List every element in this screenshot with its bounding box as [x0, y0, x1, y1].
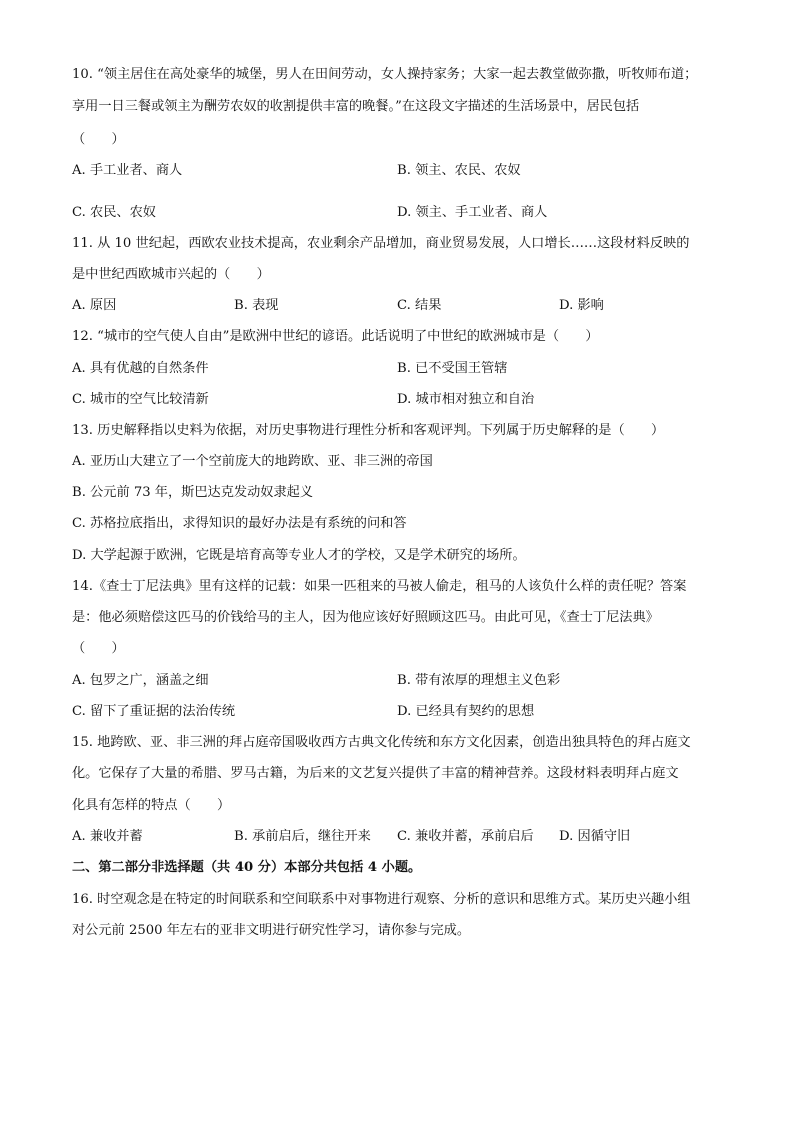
question-16-line-1: 16. 时空观念是在特定的时间联系和空间联系中对事物进行观察、分析的意识和思维方式。某历史兴趣小组 [72, 892, 691, 907]
q12-option-b: B. 已不受国王管辖 [397, 361, 508, 376]
question-14-line-3: （ ） [72, 641, 125, 656]
q12-option-c: C. 城市的空气比较清新 [72, 392, 209, 407]
q13-option-b: B. 公元前 73 年，斯巴达克发动奴隶起义 [72, 485, 314, 500]
q11-option-b: B. 表现 [234, 298, 279, 313]
question-10-line-2: 享用一日三餐或领主为酬劳农奴的收割提供丰富的晚餐。”在这段文字描述的生活场景中，居民包括 [72, 99, 640, 114]
q10-option-b: B. 领主、农民、农奴 [397, 163, 521, 178]
q14-option-b: B. 带有浓厚的理想主义色彩 [397, 673, 561, 688]
q14-option-c: C. 留下了重证据的法治传统 [72, 704, 236, 719]
question-14-line-2: 是：他必须赔偿这匹马的价钱给马的主人，因为他应该好好照顾这匹马。由此可见，《查士丁尼法典》 [72, 610, 659, 625]
q15-option-a: A. 兼收并蓄 [72, 829, 143, 844]
question-10-line-3: （ ） [72, 132, 125, 147]
q15-option-b: B. 承前启后，继往开来 [234, 829, 371, 844]
question-15-line-3: 化具有怎样的特点（ ） [72, 798, 231, 813]
question-11-line-2: 是中世纪西欧城市兴起的（ ） [72, 267, 270, 282]
q11-option-d: D. 影响 [559, 298, 604, 313]
question-14-line-1: 14.《查士丁尼法典》里有这样的记载：如果一匹租来的马被人偷走，租马的人该负什么样的责任呢？答案 [72, 579, 687, 594]
q13-option-a: A. 亚历山大建立了一个空前庞大的地跨欧、亚、非三洲的帝国 [72, 454, 433, 469]
q12-option-a: A. 具有优越的自然条件 [72, 361, 209, 376]
q15-option-d: D. 因循守旧 [559, 829, 631, 844]
q15-option-c: C. 兼收并蓄，承前启后 [397, 829, 534, 844]
q11-option-c: C. 结果 [397, 298, 442, 313]
q14-option-d: D. 已经具有契约的思想 [397, 704, 535, 719]
q10-option-d: D. 领主、手工业者、商人 [397, 205, 548, 220]
question-11-line-1: 11. 从 10 世纪起，西欧农业技术提高，农业剩余产品增加，商业贸易发展，人口增长……这段材料反映的 [72, 236, 690, 251]
q11-option-a: A. 原因 [72, 298, 117, 313]
q10-option-c: C. 农民、农奴 [72, 205, 156, 220]
question-15-line-1: 15. 地跨欧、亚、非三洲的拜占庭帝国吸收西方古典文化传统和东方文化因素，创造出独具特色的拜占庭文 [72, 735, 691, 750]
question-13-line-1: 13. 历史解释指以史料为依据，对历史事物进行理性分析和客观评判。下列属于历史解释的是（ ） [72, 423, 665, 438]
question-10-line-1: 10. “领主居住在高处豪华的城堡，男人在田间劳动，女人操持家务；大家一起去教堂做弥撒，听牧师布道； [72, 67, 698, 82]
q14-option-a: A. 包罗之广，涵盖之细 [72, 673, 209, 688]
q13-option-d: D. 大学起源于欧洲，它既是培育高等专业人才的学校，又是学术研究的场所。 [72, 548, 526, 563]
q12-option-d: D. 城市相对独立和自治 [397, 392, 535, 407]
q10-option-a: A. 手工业者、商人 [72, 163, 183, 178]
question-15-line-2: 化。它保存了大量的希腊、罗马古籍，为后来的文艺复兴提供了丰富的精神营养。这段材料表明拜占庭文 [72, 766, 679, 781]
q13-option-c: C. 苏格拉底指出，求得知识的最好办法是有系统的问和答 [72, 516, 407, 531]
section-heading: 二、第二部分非选择题（共 40 分）本部分共包括 4 小题。 [72, 860, 422, 875]
question-16-line-2: 对公元前 2500 年左右的亚非文明进行研究性学习，请你参与完成。 [72, 923, 471, 938]
question-12-line-1: 12. “城市的空气使人自由”是欧洲中世纪的谚语。此话说明了中世纪的欧洲城市是（ ） [72, 329, 599, 344]
